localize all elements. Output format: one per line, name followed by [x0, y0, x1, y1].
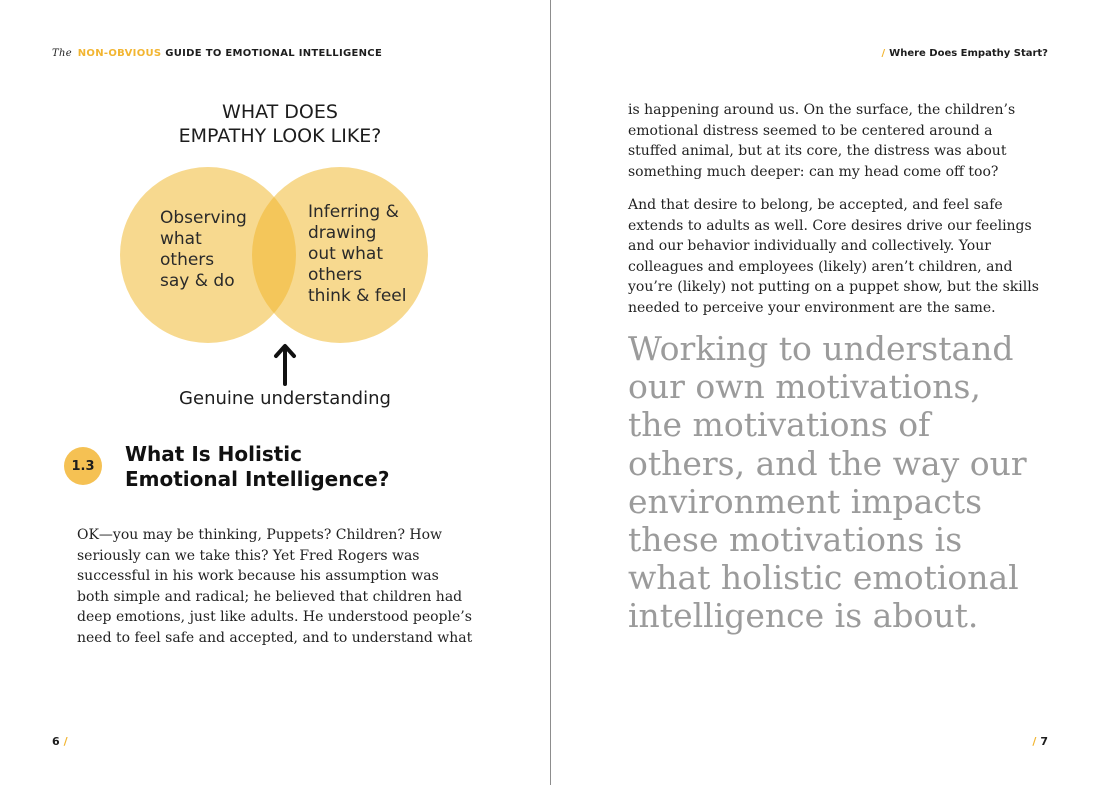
- figure-title-line: EMPATHY LOOK LIKE?: [178, 125, 382, 147]
- body-line: both simple and radical; he believed that children had: [77, 588, 463, 605]
- body-line: something much deeper: can my head come off too?: [628, 163, 999, 180]
- pull-quote-line: our own motivations,: [628, 367, 981, 407]
- body-line: needed to perceive your environment are the same.: [628, 299, 996, 316]
- body-line: extends to adults as well. Core desires drive our feelings: [628, 217, 1032, 234]
- section-number-badge: 1.3: [64, 447, 102, 485]
- venn-right-label-line: drawing: [308, 223, 377, 243]
- running-head-the: The: [52, 48, 72, 59]
- section-title-line: Emotional Intelligence?: [125, 467, 390, 491]
- running-head-chapter-title: Where Does Empathy Start?: [889, 48, 1048, 59]
- right-body-paragraph-2: [628, 195, 1048, 318]
- venn-right-label-line: others: [308, 265, 363, 285]
- pull-quote-line: what holistic emotional: [628, 558, 1019, 598]
- page-number-left: [52, 735, 72, 748]
- page-number-right: [1028, 735, 1048, 748]
- figure-title-line: WHAT DOES: [222, 101, 338, 123]
- body-line: deep emotions, just like adults. He understood people’s: [77, 609, 472, 625]
- body-line: emotional distress seemed to be centered around a: [628, 122, 993, 139]
- venn-left-label-line: Observing: [160, 208, 247, 228]
- pull-quote-line: others, and the way our: [628, 443, 1027, 483]
- pull-quote-line: environment impacts: [628, 481, 983, 521]
- body-line: seriously can we take this? Yet Fred Rogers was: [77, 547, 420, 564]
- running-head-left: [52, 48, 382, 59]
- venn-left-label-line: what: [160, 229, 202, 249]
- running-head-accent: NON-OBVIOUS: [77, 48, 162, 59]
- venn-left-label-line: say & do: [160, 271, 235, 291]
- body-line: need to feel safe and accepted, and to understand what: [77, 629, 473, 646]
- left-body-paragraph: [77, 525, 477, 648]
- body-line: OK—you may be thinking, Puppets? Children? How: [77, 527, 443, 543]
- body-line: And that desire to belong, be accepted, and feel safe: [628, 197, 1003, 213]
- running-head-right: [878, 48, 1048, 59]
- venn-right-label-line: think & feel: [308, 286, 407, 306]
- body-line: you’re (likely) not putting on a puppet show, but the skills: [628, 279, 1039, 295]
- pull-quote-line: intelligence is about.: [628, 596, 979, 636]
- page-number-right-slash: /: [1032, 735, 1037, 748]
- section-title: [125, 442, 425, 492]
- body-line: colleagues and employees (likely) aren’t children, and: [628, 258, 1013, 275]
- overlap-label: Genuine understanding: [179, 388, 391, 409]
- page-number-right-value: 7: [1040, 735, 1048, 748]
- venn-right-label: [308, 202, 418, 307]
- body-line: is happening around us. On the surface, the children’s: [628, 102, 1016, 118]
- running-head-rest: GUIDE TO EMOTIONAL INTELLIGENCE: [165, 48, 383, 59]
- body-line: and our behavior individually and collectively. Your: [628, 238, 991, 254]
- venn-right-label-line: out what: [308, 244, 384, 264]
- section-title-line: What Is Holistic: [125, 442, 302, 466]
- venn-left-label-line: others: [160, 250, 215, 270]
- running-head-slash: /: [881, 48, 886, 59]
- right-body-paragraph-1: [628, 100, 1048, 182]
- up-arrow-icon: [273, 342, 297, 386]
- body-line: stuffed animal, but at its core, the distress was about: [628, 143, 1007, 159]
- body-line: successful in his work because his assumption was: [77, 568, 439, 584]
- pull-quote: [628, 330, 1068, 636]
- venn-left-label: [160, 208, 260, 292]
- venn-right-label-line: Inferring &: [308, 202, 399, 222]
- page-number-left-value: 6: [52, 735, 60, 748]
- pull-quote-line: these motivations is: [628, 520, 963, 560]
- figure-title: [130, 100, 430, 148]
- pull-quote-line: Working to understand: [628, 329, 1014, 368]
- pull-quote-line: the motivations of: [628, 405, 931, 445]
- page-number-left-slash: /: [63, 735, 68, 748]
